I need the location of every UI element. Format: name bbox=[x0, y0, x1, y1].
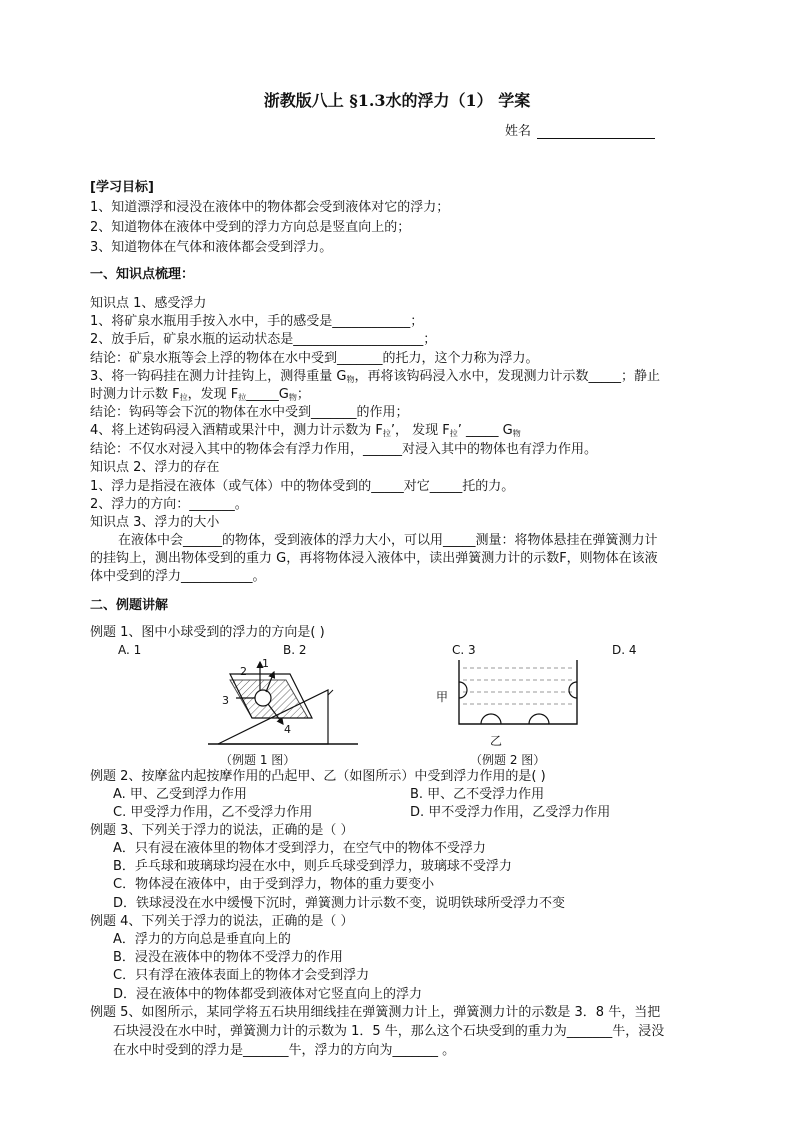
example-3-option-b: B．乒乓球和玻璃球均浸在水中，则乒乓球受到浮力，玻璃球不受浮力 bbox=[113, 859, 512, 874]
figure-1-label-3: 3 bbox=[222, 694, 229, 707]
subscript-pull-2: 拉 bbox=[238, 393, 247, 402]
page-title: 浙教版八上 §1.3水的浮力（1） 学案 bbox=[263, 91, 531, 110]
example-4-option-d: D．浸在液体中的物体都受到液体对它竖直向上的浮力 bbox=[113, 987, 423, 1002]
example-1-option-d: D. 4 bbox=[612, 643, 637, 657]
kp1-line-4-text2: ’， 发现 F bbox=[390, 423, 450, 438]
section-1-heading: 一、知识点梳理： bbox=[90, 267, 195, 282]
kp2-line-1: 1、浮力是指浸在液体（或气体）中的物体受到的_____对它_____托的力。 bbox=[90, 479, 515, 494]
figure-2-diagram bbox=[455, 660, 585, 736]
name-blank-line bbox=[537, 126, 655, 139]
subscript-pull-1: 拉 bbox=[179, 393, 188, 402]
example-2-option-a: A. 甲、乙受到浮力作用 bbox=[113, 787, 247, 802]
example-1-option-a: A. 1 bbox=[118, 643, 142, 657]
subscript-obj: 物 bbox=[346, 375, 355, 384]
name-label: 姓名 bbox=[505, 124, 532, 139]
kp1-line-4 bbox=[90, 423, 521, 442]
subscript-obj-2: 物 bbox=[288, 393, 297, 402]
figure-2-caption: （例题 2 图） bbox=[470, 753, 546, 767]
section-2-heading: 二、例题讲解 bbox=[90, 598, 169, 613]
name-field bbox=[505, 120, 655, 139]
example-4-option-a: A．浮力的方向总是垂直向上的 bbox=[113, 932, 291, 947]
example-5-line-1: 例题 5、如图所示，某同学将五石块用细线挂在弹簧测力计上，弹簧测力计的示数是 3．8 牛，当把 bbox=[90, 1005, 661, 1020]
kp1-line-4-text1: 4、将上述钩码浸入酒精或果汁中，测力计示数为 F bbox=[90, 423, 383, 438]
example-3-question: 例题 3、下列关于浮力的说法，正确的是（ ） bbox=[90, 823, 354, 838]
kp1-line-3a-text: 3、将一钩码挂在测力计挂钩上，测得重量 G bbox=[90, 369, 347, 384]
example-4-option-b: B．浸没在液体中的物体不受浮力的作用 bbox=[113, 950, 343, 965]
example-3-option-a: A．只有浸在液体里的物体才受到浮力，在空气中的物体不受浮力 bbox=[113, 841, 486, 856]
example-2-option-b: B. 甲、乙不受浮力作用 bbox=[410, 787, 545, 802]
kp1-line-3b-text3: _____G bbox=[246, 387, 289, 402]
figure-1-label-2: 2 bbox=[240, 665, 247, 678]
kp1-conclusion-1: 结论：矿泉水瓶等会上浮的物体在水中受到_______的托力，这个力称为浮力。 bbox=[90, 351, 539, 366]
example-2-question: 例题 2、按摩盆内起按摩作用的凸起甲、乙（如图所示）中受到浮力作用的是( ) bbox=[90, 769, 546, 784]
example-4-option-c: C．只有浮在液体表面上的物体才会受到浮力 bbox=[113, 968, 370, 983]
knowledge-point-3: 知识点 3、浮力的大小 bbox=[90, 515, 220, 530]
figure-1-caption: （例题 1 图） bbox=[220, 753, 296, 767]
example-1-option-c: C. 3 bbox=[452, 643, 476, 657]
example-2-option-d: D. 甲不受浮力作用，乙受浮力作用 bbox=[410, 805, 611, 820]
figure-2-label-yi: 乙 bbox=[490, 734, 503, 748]
example-1-question: 例题 1、图中小球受到的浮力的方向是( ) bbox=[90, 625, 325, 640]
goal-2: 2、知道物体在液体中受到的浮力方向总是竖直向上的； bbox=[90, 220, 411, 235]
figure-1-label-4: 4 bbox=[284, 723, 291, 736]
kp1-line-1: 1、将矿泉水瓶用手按入水中，手的感受是____________； bbox=[90, 314, 424, 329]
kp1-line-3b-text4: ； bbox=[296, 387, 310, 402]
kp3-line-2: 的挂钩上，测出物体受到的重力 G，再将物体浸入液体中，读出弹簧测力计的示数F，则物体在该液 bbox=[90, 551, 658, 566]
figure-1-diagram bbox=[208, 658, 368, 753]
example-5-line-3: 在水中时受到的浮力是_______牛，浮力的方向为_______ 。 bbox=[113, 1043, 456, 1058]
example-3-option-d: D．铁球浸没在水中缓慢下沉时，弹簧测力计示数不变，说明铁球所受浮力不变 bbox=[113, 896, 566, 911]
kp1-line-3b-text2: ，发现 F bbox=[187, 387, 239, 402]
kp3-line-3: 体中受到的浮力___________。 bbox=[90, 569, 266, 584]
kp1-conclusion-2: 结论：钩码等会下沉的物体在水中受到_______的作用； bbox=[90, 405, 409, 420]
kp1-conclusion-3: 结论：不仅水对浸入其中的物体会有浮力作用，______对浸入其中的物体也有浮力作用。 bbox=[90, 442, 598, 457]
example-5-line-2: 石块浸没在水中时，弹簧测力计的示数为 1．5 牛，那么这个石块受到的重力为_______牛，浸没 bbox=[113, 1024, 665, 1039]
kp3-line-1: 在液体中会______的物体，受到液体的浮力大小，可以用_____测量：将物体悬挂在弹簧测力计 bbox=[118, 533, 658, 548]
knowledge-point-2: 知识点 2、浮力的存在 bbox=[90, 460, 220, 475]
example-2-option-c: C. 甲受浮力作用，乙不受浮力作用 bbox=[113, 805, 313, 820]
goal-1: 1、知道漂浮和浸没在液体中的物体都会受到液体对它的浮力； bbox=[90, 200, 450, 215]
kp1-line-2: 2、放手后，矿泉水瓶的运动状态是____________________； bbox=[90, 332, 437, 347]
kp1-line-3b-text1: 时测力计示数 F bbox=[90, 387, 180, 402]
subscript-pull-3: 拉 bbox=[382, 429, 391, 438]
figure-1-label-1: 1 bbox=[262, 657, 269, 670]
goals-heading: [学习目标] bbox=[90, 180, 154, 195]
example-3-option-c: C．物体浸在液体中，由于受到浮力，物体的重力要变小 bbox=[113, 877, 435, 892]
figure-2-label-jia: 甲 bbox=[436, 690, 449, 704]
kp1-line-4-text3: ’ _____ G bbox=[457, 423, 513, 438]
kp1-line-3b bbox=[90, 387, 310, 406]
kp1-line-3a bbox=[90, 369, 660, 388]
subscript-pull-4: 拉 bbox=[449, 429, 458, 438]
example-4-question: 例题 4、下列关于浮力的说法，正确的是（ ） bbox=[90, 914, 354, 929]
kp2-line-2: 2、浮力的方向：_______。 bbox=[90, 497, 248, 512]
example-1-option-b: B. 2 bbox=[283, 643, 307, 657]
kp1-line-3a-text2: ，再将该钩码浸入水中，发现测力计示数_____；静止 bbox=[354, 369, 660, 384]
goal-3: 3、知道物体在气体和液体都会受到浮力。 bbox=[90, 240, 333, 255]
subscript-obj-3: 物 bbox=[512, 429, 521, 438]
knowledge-point-1: 知识点 1、感受浮力 bbox=[90, 296, 207, 311]
